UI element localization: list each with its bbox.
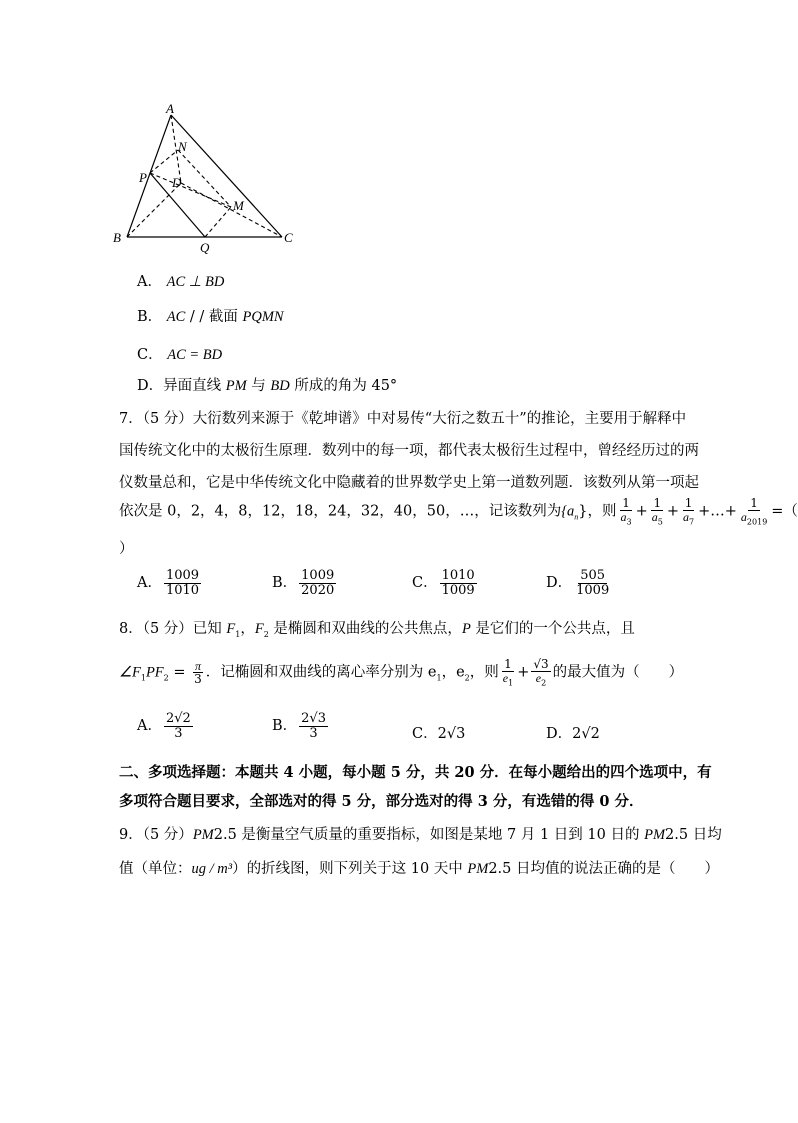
option-text: 2√3 (437, 726, 466, 742)
label-P: P (139, 170, 147, 185)
q6-option-d (137, 374, 397, 395)
option-text: AC ⊥ BD (166, 274, 225, 290)
text: ．记椭圆和双曲线的离心率分别为 e (205, 664, 437, 681)
q8-option-b (272, 712, 330, 740)
text: ，则 (587, 503, 617, 520)
math: +…+ (698, 503, 737, 520)
fraction (619, 497, 634, 526)
numerator: 1010 (441, 568, 475, 583)
fraction (440, 569, 477, 597)
numerator: 1009 (301, 568, 335, 583)
option-key: A． (137, 274, 162, 290)
denominator (619, 511, 634, 527)
numerator: 2√3 (301, 711, 326, 726)
math: e (535, 670, 542, 685)
q7-option-d (546, 569, 613, 597)
option-key: C． (412, 575, 438, 592)
denominator: 3 (309, 725, 318, 741)
math: a (683, 509, 690, 524)
segment-NM (178, 150, 231, 207)
math: n (574, 512, 579, 522)
math: F (226, 621, 236, 637)
segment-QM (205, 207, 231, 237)
fraction (650, 497, 665, 526)
q8-option-d (546, 722, 600, 743)
text: 是它们的一个公共点，且 (470, 621, 635, 637)
math: PM (467, 861, 489, 877)
math: 1 (140, 673, 146, 683)
q9-line-2 (119, 857, 719, 878)
label-C: C (284, 230, 293, 245)
math: } (578, 503, 588, 520)
denominator (650, 511, 665, 527)
label-Q: Q (200, 240, 210, 255)
denominator (739, 511, 769, 527)
option-key: D． (546, 726, 573, 742)
edge-AB (127, 115, 171, 237)
text: 依次是 0，2，4，8，12，18，24，32，40，50，…，记该数列为 (119, 503, 562, 520)
denominator: 1010 (165, 582, 200, 598)
math: 2019 (746, 516, 768, 526)
option-text: 所成的角为 45° (289, 378, 398, 394)
option-text: 2√2 (572, 726, 600, 742)
text: 2.5 日均值的说法正确的是（ ） (488, 861, 719, 877)
numerator: 1 (622, 496, 630, 510)
numerator: 1 (750, 496, 758, 510)
q9-line-1 (119, 823, 722, 844)
option-key: B． (272, 575, 298, 592)
denominator: 3 (174, 725, 183, 741)
math: a (740, 509, 747, 524)
option-key: D． (137, 378, 164, 394)
label-B: B (113, 230, 121, 245)
math: 7 (689, 516, 695, 526)
text: 9．（5 分） (119, 827, 193, 843)
edge-BD (127, 183, 181, 237)
math: 2 (163, 673, 169, 683)
option-text: 与 (246, 378, 271, 394)
numerator: 1 (684, 496, 693, 510)
denominator (534, 672, 548, 688)
text: ，则 (469, 664, 499, 681)
fraction (164, 712, 193, 740)
math: {a (561, 503, 575, 520)
option-text: 异面直线 (163, 378, 226, 394)
q7-option-c (412, 569, 479, 597)
q6-option-a (137, 270, 224, 291)
math: 5 (657, 516, 663, 526)
text: =（ (771, 503, 798, 520)
q7-option-b (272, 569, 338, 597)
math: 1 (235, 629, 241, 639)
math: P (461, 621, 471, 637)
math: + (517, 664, 530, 681)
section-2-heading-line-1: 二、多项选择题：本题共 4 小题，每小题 5 分，共 20 分．在每小题给出的四个选项中，有 (119, 764, 712, 781)
text: ， (240, 621, 255, 637)
edge-DC (181, 183, 282, 237)
text: ，e (441, 664, 465, 681)
q7-option-a (137, 569, 203, 597)
text: 值（单位： (119, 861, 192, 877)
q7-line-3: 仪数量总和，它是中华传统文化中隐藏着的世界数学史上第一道数列题．该数列从第一项起 (119, 475, 699, 491)
denominator: 1009 (576, 582, 610, 598)
q6-option-b (137, 305, 284, 326)
label-N: N (178, 139, 187, 154)
option-key: A． (137, 718, 162, 735)
fraction (299, 569, 336, 597)
q8-line-2 (119, 658, 683, 687)
numerator: 1009 (165, 568, 200, 583)
text: 的最大值为（ ） (552, 664, 684, 681)
math: a (620, 509, 627, 524)
numerator: 1 (504, 657, 512, 671)
fraction (739, 497, 769, 526)
fraction (164, 569, 201, 597)
math: = (168, 664, 191, 681)
option-text: PM (225, 378, 247, 394)
text: 2.5 日均 (665, 827, 722, 843)
numerator: 2√2 (165, 711, 191, 726)
denominator (501, 672, 515, 688)
q7-line-2: 国传统文化中的太极衍生原理．数列中的每一项，都代表太极衍生过程中，曾经经历过的两 (119, 443, 699, 459)
fraction (299, 712, 328, 740)
math: a (651, 509, 658, 524)
denominator: 2020 (301, 582, 335, 598)
text: ）的折线图，则下列关于这 10 天中 (232, 861, 468, 877)
math: PM (192, 827, 214, 843)
numerator: √3 (533, 657, 549, 671)
option-key: D． (546, 575, 573, 592)
tetrahedron-figure (110, 100, 310, 260)
fraction (192, 660, 204, 686)
fraction (574, 569, 611, 597)
denominator: 1009 (441, 582, 475, 598)
fraction (681, 497, 696, 526)
option-text: / / 截面 (185, 309, 243, 325)
q7-line-4: 依次是 0，2，4，8，12，18，24，32，40，50，…，记该数列为$\{a_n\}$，则 $\frac{1}{a_3}$ + $\frac{1}{a_5}$ + $\frac{1}{a_7}$ +…+ $\frac{1}{a_{2019}}$ =（ (119, 496, 798, 526)
q6-option-c (137, 343, 222, 364)
math: 2 (464, 673, 470, 683)
label-A: A (166, 101, 174, 116)
option-key: B． (137, 309, 163, 325)
option-key: A． (137, 575, 162, 592)
fraction (531, 658, 550, 687)
math: 3 (626, 516, 632, 526)
math: e (502, 670, 509, 685)
edge-AC (171, 115, 282, 237)
option-text: AC = BD (167, 347, 223, 363)
q8-option-c (412, 722, 465, 743)
numerator: 505 (580, 568, 606, 583)
numerator: π (194, 658, 201, 673)
math: 2 (541, 677, 547, 687)
math: 2 (263, 629, 269, 639)
option-text: AC (166, 309, 186, 325)
label-M: M (233, 198, 244, 213)
math: PM (644, 827, 666, 843)
text: 2.5 是衡量空气质量的重要指标，如图是某地 7 月 1 日到 10 日的 (213, 827, 645, 843)
text: 8．（5 分）已知 (119, 621, 227, 637)
math: F (254, 621, 264, 637)
q8-option-a (137, 712, 195, 740)
option-text: PQMN (242, 309, 284, 325)
denominator: 3 (194, 672, 202, 687)
math: 1 (436, 673, 442, 683)
denominator (681, 511, 696, 527)
math: PF (145, 664, 164, 681)
text: 是椭圆和双曲线的公共焦点， (268, 621, 462, 637)
q7-line-5: ） (119, 541, 134, 557)
option-key: C． (137, 347, 163, 363)
label-D: D (172, 175, 182, 190)
q8-line-1 (119, 617, 635, 639)
option-text: BD (270, 378, 290, 394)
math: ∠F (119, 664, 141, 681)
numerator: 1 (653, 496, 662, 510)
section-2-heading-line-2: 多项符合题目要求，全部选对的得 5 分，部分选对的得 3 分，有选错的得 0 分． (119, 793, 644, 810)
option-key: C． (412, 726, 438, 742)
option-key: B． (272, 718, 298, 735)
math: ug / m³ (191, 861, 233, 877)
q7-line-1: 7．（5 分）大衍数列来源于《乾坤谱》中对易传“大衍之数五十”的推论，主要用于解释中 (119, 411, 687, 427)
math: 1 (508, 677, 514, 687)
fraction (501, 658, 515, 687)
